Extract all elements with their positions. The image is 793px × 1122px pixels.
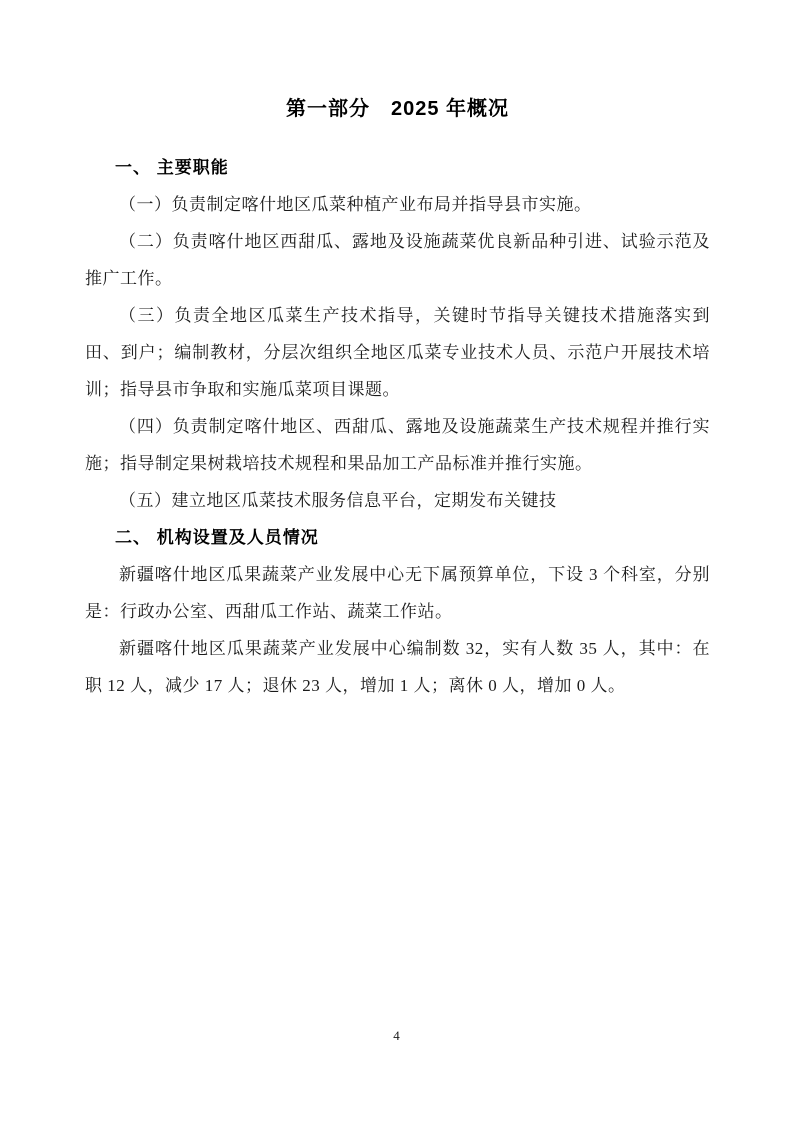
paragraph-org-structure: 新疆喀什地区瓜果蔬菜产业发展中心无下属预算单位，下设 3 个科室，分别是：行政办公室、西甜瓜工作站、蔬菜工作站。 [85,565,710,621]
page-number: 4 [393,1028,400,1043]
paragraph-duty-4: （四）负责制定喀什地区、西甜瓜、露地及设施蔬菜生产技术规程并推行实施；指导制定果树栽培技术规程和果品加工产品标准并推行实施。 [85,417,710,473]
paragraph-duty-1: （一）负责制定喀什地区瓜菜种植产业布局并指导县市实施。 [119,195,592,214]
paragraph-staff-counts: 新疆喀什地区瓜果蔬菜产业发展中心编制数 32，实有人数 35 人，其中：在职 12 人，减少 17 人；退休 23 人，增加 1 人；离休 0 人，增加 0 人。 [85,639,710,695]
page-footer [0,1028,793,1044]
paragraph-duty-2: （二）负责喀什地区西甜瓜、露地及设施蔬菜优良新品种引进、试验示范及推广工作。 [85,232,710,288]
section-heading-main-duties: 一、 主要职能 [115,158,229,177]
paragraph-duty-3: （三）负责全地区瓜菜生产技术指导，关键时节指导关键技术措施落实到田、到户；编制教材，分层次组织全地区瓜菜专业技术人员、示范户开展技术培训；指导县市争取和实施瓜菜项目课题。 [85,306,710,399]
section-main-duties [85,149,710,519]
paragraph-duty-5: （五）建立地区瓜菜技术服务信息平台，定期发布关键技 [119,491,557,510]
section-org-staff [85,519,710,704]
section-heading-org-staff: 二、 机构设置及人员情况 [115,528,319,547]
page-title: 第一部分 2025 年概况 [285,98,510,120]
